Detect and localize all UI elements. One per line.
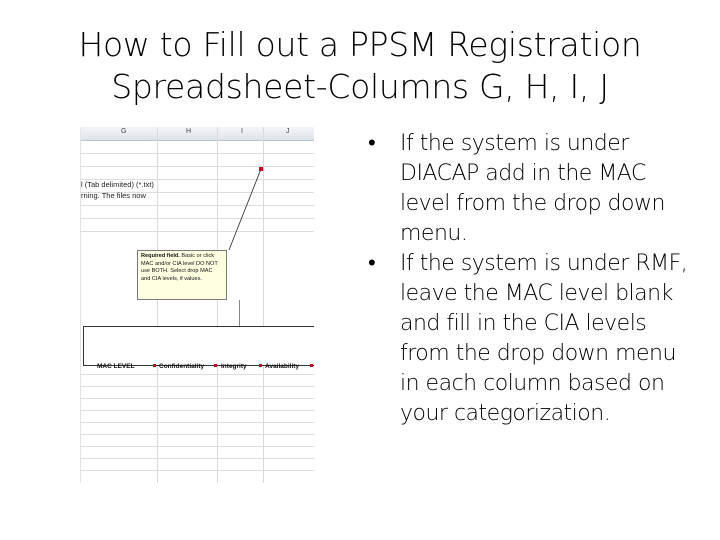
- comment-text: Basic or click MAC and/or CIA level DO NOT use BOTH. Select drop MAC and CIA levels, if values.: [141, 253, 218, 282]
- cell-text: l (Tab delimited) (*.txt): [81, 180, 154, 189]
- cell-text: rning. The files now: [81, 191, 146, 200]
- slide-title: [20, 24, 700, 108]
- column-header-g: G: [121, 128, 127, 135]
- grid-line-h: [81, 434, 314, 435]
- dropdown-indicator: [259, 364, 262, 367]
- dropdown-indicator: [310, 364, 313, 367]
- column-header-j: J: [286, 128, 290, 135]
- comment-indicator: [259, 167, 263, 171]
- header-mac-level: MAC LEVEL: [97, 363, 135, 370]
- title-line-1: How to Fill out a PPSM Registration: [78, 25, 642, 64]
- grid-line-h: [81, 374, 314, 375]
- bullet-text: If the system is under RMF, leave the MAC level blank and fill in the CIA levels from the drop down menu in each column based on your categorization.: [400, 251, 688, 426]
- bullet-text: If the system is under DIACAP add in the MAC level from the drop down menu.: [400, 131, 665, 246]
- title-line-2: Spreadsheet-Columns G, H, I, J: [111, 67, 609, 106]
- header-frame: [83, 326, 314, 366]
- grid-line-h: [81, 422, 314, 423]
- column-header-row: [81, 363, 314, 373]
- bullet-item: [368, 249, 698, 429]
- column-header-h: H: [186, 128, 192, 135]
- grid-line-h: [81, 398, 314, 399]
- bullet-dot: •: [368, 251, 376, 276]
- dropdown-indicator: [153, 364, 156, 367]
- grid-line-h: [81, 386, 314, 387]
- grid-line-h: [81, 470, 314, 471]
- bullet-list: [368, 129, 698, 429]
- header-integrity: Integrity: [221, 363, 247, 370]
- bullet-dot: •: [368, 131, 376, 156]
- bullet-item: [368, 129, 698, 249]
- grid-line-h: [81, 410, 314, 411]
- header-confidentiality: Confidentiality: [159, 363, 205, 370]
- comment-pointer-line: [81, 127, 314, 483]
- comment-bold-text: Required field.: [141, 253, 180, 259]
- grid-line-h: [81, 446, 314, 447]
- header-availability: Availability: [265, 363, 300, 370]
- column-header-i: I: [241, 128, 243, 135]
- comment-box: [137, 250, 227, 300]
- dropdown-indicator: [214, 364, 217, 367]
- grid-line-h: [81, 458, 314, 459]
- spreadsheet-screenshot: [80, 127, 314, 483]
